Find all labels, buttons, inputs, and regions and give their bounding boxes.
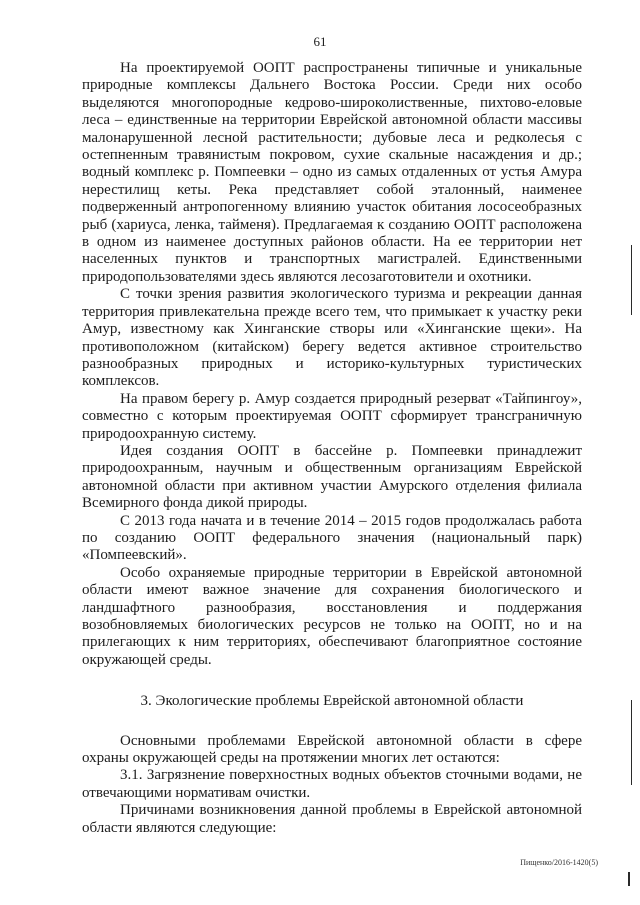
- scan-edge-mark: [631, 700, 632, 785]
- paragraph: 3.1. Загрязнение поверхностных водных объектов сточными водами, не отвечающими нормативам очистки.: [82, 767, 582, 801]
- paragraph: На правом берегу р. Амур создается природный резерват «Тайпингоу», совместно с которым проектируемая ООПТ сформирует трансграничную природоохранную систему.: [82, 390, 582, 442]
- scan-edge-mark: [628, 872, 630, 886]
- paragraph: Основными проблемами Еврейской автономной области в сфере охраны окружающей среды на протяжении многих лет остаются:: [82, 732, 582, 767]
- paragraph: На проектируемой ООПТ распространены типичные и уникальные природные комплексы Дальнего Востока России. Среди них особо выделяются многопородные кедрово-широколиственные, пихтово-еловые леса – единственные на территории Еврейской автономной области массивы малонарушенной лесной растительности; дубовые леса и редколесья с остепненным травянистым покровом, сухие скальные насаждения и др.; водный комплекс р. Помпеевки – одно из самых отдаленных от устья Амура нерестилищ кеты. Река представляет собой эталонный, наименее подверженный антропогенному влиянию участок обитания лососеобразных рыб (хариуса, ленка, тайменя). Предлагаемая к созданию ООПТ расположена в одном из наименее доступных районов области. На ее территории нет населенных пунктов и транспортных магистралей. Единственными природопользователями здесь являются лесозаготовители и охотники.: [82, 60, 582, 285]
- footer-code: Пищенко/2016-1420(5): [520, 858, 598, 867]
- page-number: 61: [313, 34, 327, 49]
- document-body: [82, 60, 582, 837]
- scan-edge-mark: [631, 245, 632, 315]
- paragraph: Причинами возникновения данной проблемы в Еврейской автономной области являются следующие:: [82, 802, 582, 836]
- paragraph: С 2013 года начата и в течение 2014 – 2015 годов продолжалась работа по созданию ООПТ федерального значения (национальный парк) «Помпеевский».: [82, 512, 582, 564]
- paragraph: С точки зрения развития экологического туризма и рекреации данная территория привлекательна прежде всего тем, что примыкает к участку реки Амур, известному как Хинганские створы или «Хинганские щеки». На противоположном (китайском) берегу ведется активное строительство разнообразных природных и историко-культурных туристических комплексов.: [82, 286, 582, 390]
- paragraph: Особо охраняемые природные территории в Еврейской автономной области имеют важное значение для сохранения биологического и ландшафтного разнообразия, восстановления и поддержания возобновляемых биологических ресурсов не только на ООПТ, но и на прилегающих к ним территориях, обеспечивают благоприятное состояние окружающей среды.: [82, 564, 582, 668]
- paragraph: Идея создания ООПТ в бассейне р. Помпеевки принадлежит природоохранным, научным и общественным организациям Еврейской автономной области при активном участии Амурского отделения филиала Всемирного фонда дикой природы.: [82, 442, 582, 512]
- section-heading: 3. Экологические проблемы Еврейской автономной области: [140, 693, 524, 710]
